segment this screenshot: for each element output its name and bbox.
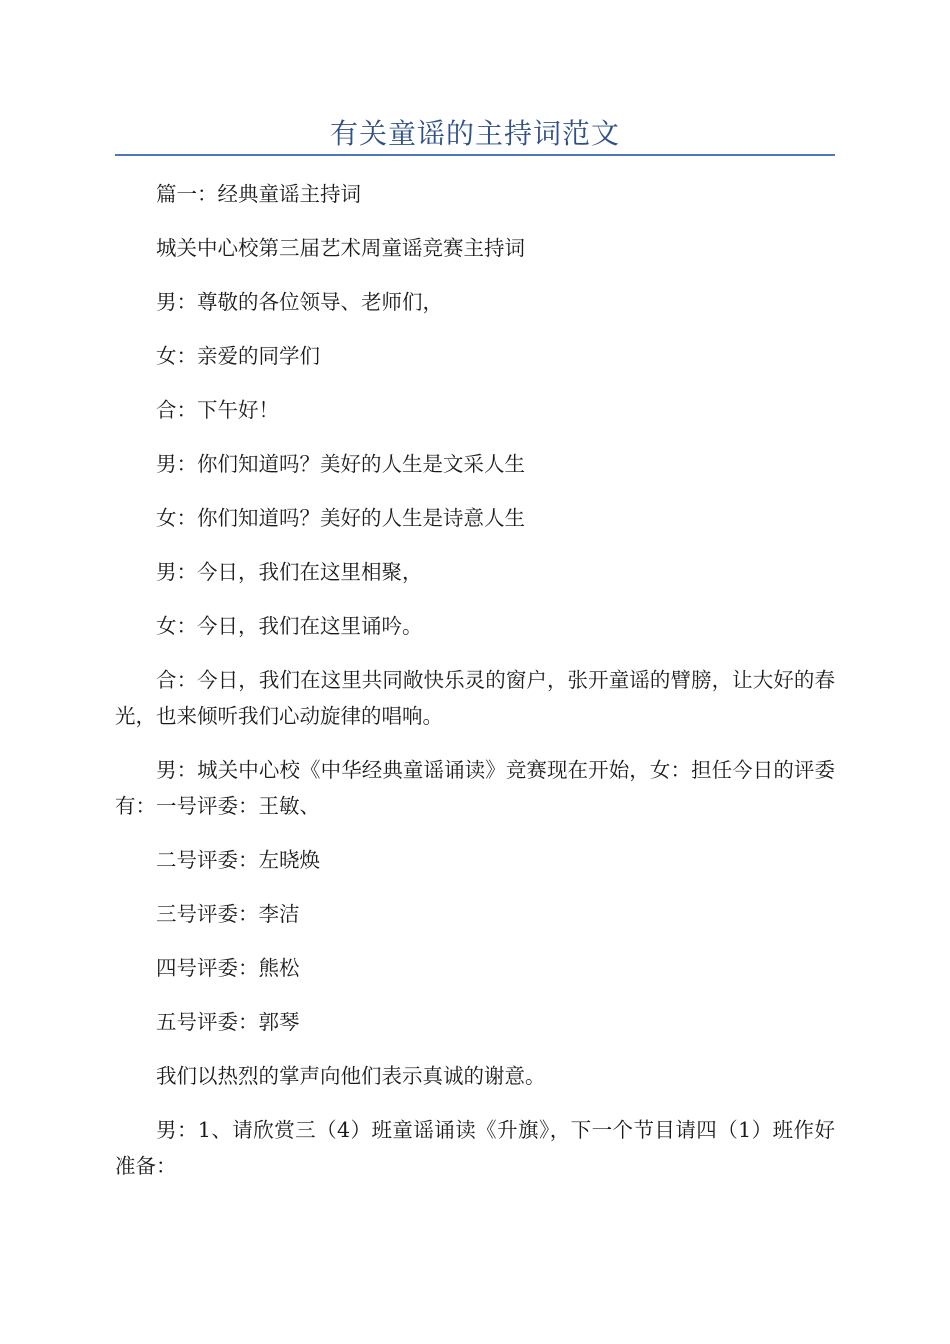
paragraph: 男：城关中心校《中华经典童谣诵读》竞赛现在开始，女：担任今日的评委有：一号评委：王敏、 bbox=[115, 758, 835, 818]
paragraph: 城关中心校第三届艺术周童谣竞赛主持词 bbox=[156, 236, 525, 260]
paragraph: 二号评委：左晓焕 bbox=[156, 848, 320, 872]
paragraph: 男：1、请欣赏三（4）班童谣诵读《升旗》，下一个节目请四（1）班作好准备： bbox=[115, 1118, 835, 1178]
paragraph: 女：今日，我们在这里诵吟。 bbox=[156, 614, 423, 638]
paragraph: 我们以热烈的掌声向他们表示真诚的谢意。 bbox=[156, 1064, 546, 1088]
document-body bbox=[115, 176, 835, 1202]
paragraph: 男：尊敬的各位领导、老师们， bbox=[156, 290, 443, 314]
title-underline bbox=[115, 154, 835, 156]
paragraph: 合：今日，我们在这里共同敞快乐灵的窗户，张开童谣的臂膀，让大好的春光，也来倾听我们心动旋律的唱响。 bbox=[115, 668, 835, 728]
paragraph: 女：你们知道吗？美好的人生是诗意人生 bbox=[156, 506, 525, 530]
paragraph: 合：下午好！ bbox=[156, 398, 279, 422]
paragraph: 女：亲爱的同学们 bbox=[156, 344, 320, 368]
paragraph: 三号评委：李洁 bbox=[156, 902, 300, 926]
paragraph: 四号评委：熊松 bbox=[156, 956, 300, 980]
document-title: 有关童谣的主持词范文 bbox=[329, 117, 620, 150]
paragraph: 篇一：经典童谣主持词 bbox=[156, 182, 361, 206]
paragraph: 五号评委：郭琴 bbox=[156, 1010, 300, 1034]
paragraph: 男：你们知道吗？美好的人生是文采人生 bbox=[156, 452, 525, 476]
paragraph: 男：今日，我们在这里相聚， bbox=[156, 560, 423, 584]
